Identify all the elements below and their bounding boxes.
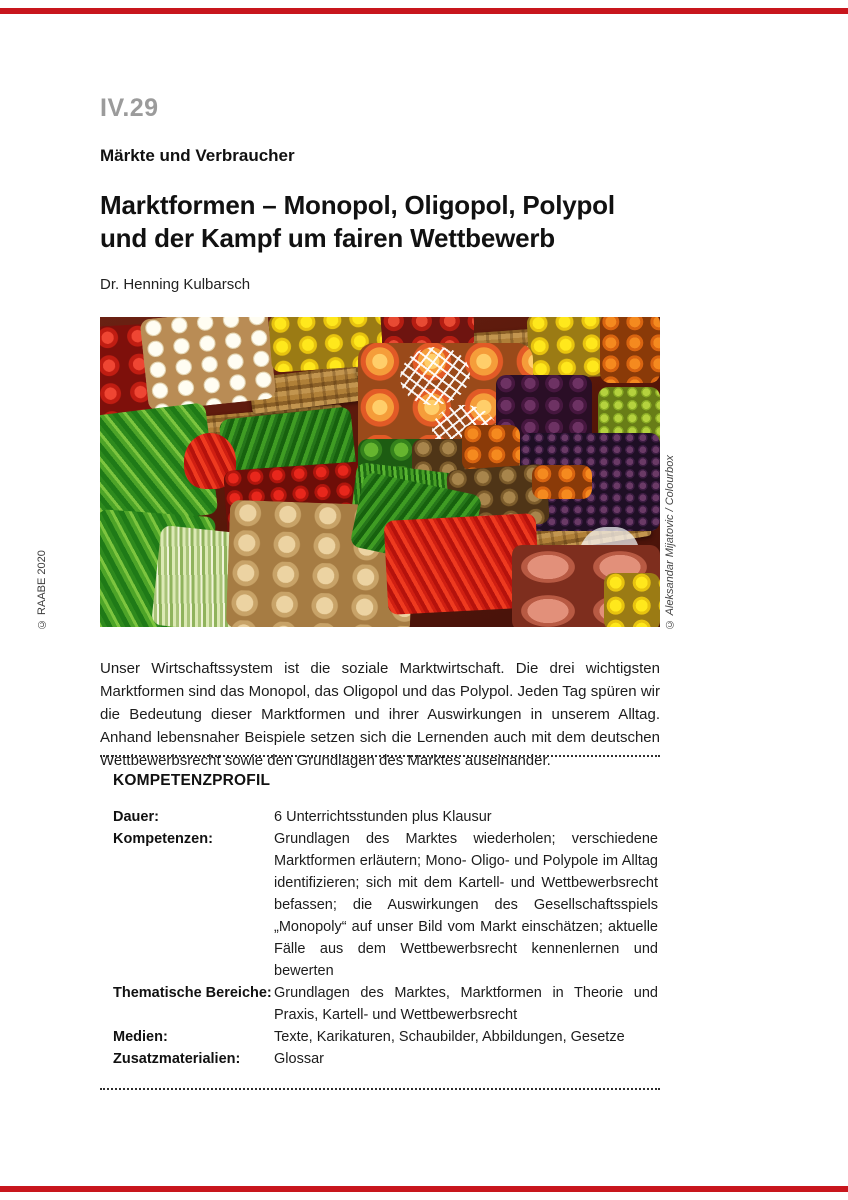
- row-label: Kompetenzen:: [113, 831, 213, 847]
- row-label: Zusatzmaterialien:: [113, 1051, 241, 1067]
- competence-profile-heading: KOMPETENZPROFIL: [113, 772, 271, 789]
- produce-persimmons: [462, 425, 520, 471]
- produce-oranges: [600, 317, 660, 383]
- profile-row-dauer: [113, 806, 660, 828]
- row-value: Grundlagen des Marktes wiederholen; verschiedene Marktformen erläutern; Mono- Oligo- und Polypole im Alltag identifizieren; sich mit dem Kartell- und Wettbewerbsrecht befassen; die Auswirkungen des Gesellschaftsspiels „Monopoly“ auf unser Bild vom Markt einschätzen; aktuelle Fälle aus dem Wettbewerbsrecht kennenlernen und bewerten: [274, 831, 658, 979]
- row-label: Thematische Bereiche:: [113, 985, 272, 1001]
- row-value: 6 Unterrichtsstunden plus Klausur: [274, 809, 492, 825]
- page-top-rule: [0, 8, 848, 14]
- profile-row-medien: [113, 1026, 660, 1048]
- profile-row-zusatzmaterialien: [113, 1048, 660, 1070]
- page-bottom-rule: [0, 1186, 848, 1192]
- series-title: Märkte und Verbraucher: [100, 146, 295, 165]
- page-title-line2: und der Kampf um fairen Wettbewerb: [100, 223, 555, 253]
- row-label: Medien:: [113, 1029, 168, 1045]
- profile-row-thematische-bereiche: [113, 982, 660, 1026]
- page-title: [100, 189, 720, 255]
- market-photo: [100, 317, 660, 627]
- profile-row-kompetenzen: [113, 828, 660, 982]
- row-label: Dauer:: [113, 809, 159, 825]
- photo-credit: © Aleksandar Mijatovic / Colourbox: [664, 455, 676, 630]
- unit-number: IV.29: [100, 94, 159, 122]
- row-value: Glossar: [274, 1051, 324, 1067]
- produce-persimmons: [532, 465, 592, 499]
- produce-lemons: [604, 573, 660, 627]
- row-value: Texte, Karikaturen, Schaubilder, Abbildungen, Gesetze: [274, 1029, 625, 1045]
- raabe-copyright: © RAABE 2020: [36, 550, 48, 630]
- intro-paragraph: Unser Wirtschaftssystem ist die soziale Marktwirtschaft. Die drei wichtigsten Marktformen sind das Monopol, das Oligopol und das Polypol. Jeden Tag spüren wir die Bedeutung dieser Marktformen und ihrer Auswirkungen in unserem Alltag. Anhand lebensnaher Beispiele setzen sich die Lernenden auch mit dem deutschen Wettbewerbsrecht sowie den Grundlagen des Marktes auseinander.: [100, 660, 660, 769]
- produce-eggs: [140, 317, 277, 411]
- row-value: Grundlagen des Marktes, Marktformen in Theorie und Praxis, Kartell- und Wettbewerbsrecht: [274, 985, 658, 1023]
- competence-profile-box: [100, 755, 660, 1090]
- author-name: Dr. Henning Kulbarsch: [100, 276, 251, 293]
- page-title-line1: Marktformen – Monopol, Oligopol, Polypol: [100, 190, 615, 220]
